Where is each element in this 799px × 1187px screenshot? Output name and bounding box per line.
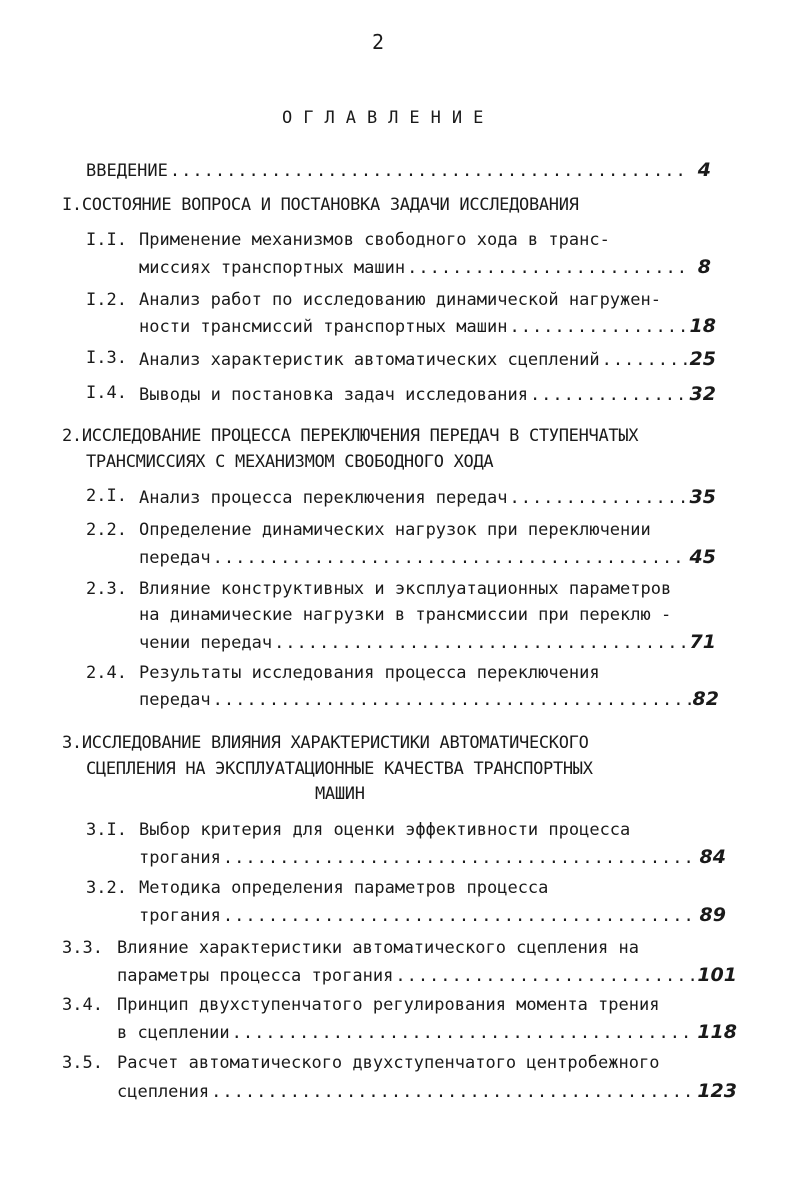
- toc-entry-intro[interactable]: [86, 159, 711, 181]
- entry-title: передач: [139, 690, 211, 710]
- chapter-3-heading-line3[interactable]: МАШИН: [315, 784, 365, 804]
- entry-page: 32: [689, 383, 716, 405]
- entry-page: 25: [689, 348, 716, 370]
- leader-dots: [509, 317, 687, 337]
- entry-title: чении передач: [139, 633, 273, 653]
- leader-dots: [530, 385, 688, 405]
- toc-entry-1-1[interactable]: [139, 256, 711, 278]
- toc-entry-1-2-line1[interactable]: Анализ работ по исследованию динамической нагружен-: [139, 290, 661, 310]
- section-number: 3.2.: [86, 878, 127, 898]
- toc-entry-3-3-line1[interactable]: Влияние характеристики автоматического сцепления на: [117, 938, 639, 958]
- toc-title: ОГЛАВЛЕНИЕ: [282, 108, 495, 128]
- entry-page: 101: [697, 964, 737, 986]
- chapter-2-heading-line1[interactable]: 2.ИССЛЕДОВАНИЕ ПРОЦЕССА ПЕРЕКЛЮЧЕНИЯ ПЕРЕДАЧ В СТУПЕНЧАТЫХ: [62, 426, 639, 446]
- entry-title: трогания: [139, 848, 221, 868]
- section-number: 3.I.: [86, 820, 127, 840]
- section-number: 2.4.: [86, 663, 127, 683]
- entry-page: 8: [697, 256, 711, 278]
- entry-title: Анализ процесса переключения передач: [139, 488, 508, 508]
- leader-dots: [407, 258, 689, 278]
- chapter-1-heading[interactable]: I.СОСТОЯНИЕ ВОПРОСА И ПОСТАНОВКА ЗАДАЧИ ИССЛЕДОВАНИЯ: [62, 195, 579, 215]
- entry-title: в сцеплении: [117, 1023, 230, 1043]
- toc-entry-1-2[interactable]: [139, 315, 716, 337]
- toc-entry-2-2-line1[interactable]: Определение динамических нагрузок при переключении: [139, 520, 651, 540]
- leader-dots: [213, 690, 691, 710]
- entry-title: сцепления: [117, 1082, 210, 1102]
- leader-dots: [211, 1082, 695, 1102]
- entry-page: 18: [689, 315, 716, 337]
- section-number: I.2.: [86, 290, 127, 310]
- entry-page: 35: [689, 486, 716, 508]
- section-number: 3.5.: [62, 1053, 103, 1073]
- toc-entry-3-4[interactable]: [117, 1021, 737, 1043]
- leader-dots: [223, 848, 698, 868]
- toc-entry-2-1[interactable]: [139, 486, 716, 508]
- entry-title: трогания: [139, 906, 221, 926]
- leader-dots: [602, 350, 688, 370]
- entry-title: параметры процесса трогания: [117, 966, 394, 986]
- section-number: 2.I.: [86, 486, 127, 506]
- leader-dots: [274, 633, 687, 653]
- entry-page: 84: [699, 846, 726, 868]
- leader-dots: [170, 161, 689, 181]
- toc-entry-3-1-line1[interactable]: Выбор критерия для оценки эффективности процесса: [139, 820, 631, 840]
- section-number: I.I.: [86, 230, 127, 250]
- entry-page: 123: [697, 1080, 737, 1102]
- entry-page: 89: [699, 904, 726, 926]
- leader-dots: [509, 488, 687, 508]
- entry-title: Выводы и постановка задач исследования: [139, 385, 528, 405]
- toc-entry-3-1[interactable]: [139, 846, 726, 868]
- toc-entry-3-5-line1[interactable]: Расчет автоматического двухступенчатого центробежного: [117, 1053, 660, 1073]
- entry-title: передач: [139, 548, 211, 568]
- toc-entry-2-3-line1[interactable]: Влияние конструктивных и эксплуатационных параметров: [139, 579, 672, 599]
- toc-entry-3-5[interactable]: [117, 1080, 737, 1102]
- toc-entry-3-2[interactable]: [139, 904, 726, 926]
- entry-page: 45: [689, 546, 716, 568]
- toc-entry-2-3[interactable]: [139, 631, 716, 653]
- toc-entry-3-2-line1[interactable]: Методика определения параметров процесса: [139, 878, 549, 898]
- chapter-3-heading-line1[interactable]: 3.ИССЛЕДОВАНИЕ ВЛИЯНИЯ ХАРАКТЕРИСТИКИ АВТОМАТИЧЕСКОГО: [62, 733, 589, 753]
- toc-entry-2-4-line1[interactable]: Результаты исследования процесса переключения: [139, 663, 600, 683]
- chapter-3-heading-line2[interactable]: СЦЕПЛЕНИЯ НА ЭКСПЛУАТАЦИОННЫЕ КАЧЕСТВА ТРАНСПОРТНЫХ: [86, 759, 593, 779]
- section-number: I.4.: [86, 383, 127, 403]
- section-number: 3.4.: [62, 995, 103, 1015]
- leader-dots: [223, 906, 698, 926]
- entry-page: 82: [692, 688, 719, 710]
- toc-entry-3-4-line1[interactable]: Принцип двухступенчатого регулирования момента трения: [117, 995, 660, 1015]
- entry-page: 71: [689, 631, 716, 653]
- section-number: I.3.: [86, 348, 127, 368]
- chapter-2-heading-line2[interactable]: ТРАНСМИССИЯХ С МЕХАНИЗМОМ СВОБОДНОГО ХОДА: [86, 452, 494, 472]
- section-number: 2.2.: [86, 520, 127, 540]
- leader-dots: [395, 966, 695, 986]
- toc-entry-3-3[interactable]: [117, 964, 737, 986]
- toc-entry-2-2[interactable]: [139, 546, 716, 568]
- toc-entry-2-3-line2[interactable]: на динамические нагрузки в трансмиссии при переклю -: [139, 605, 672, 625]
- page-number: 2: [372, 30, 385, 54]
- leader-dots: [232, 1023, 696, 1043]
- toc-entry-1-3[interactable]: [139, 348, 716, 370]
- entry-page: 4: [697, 159, 711, 181]
- toc-entry-2-4[interactable]: [139, 688, 719, 710]
- section-number: 2.3.: [86, 579, 127, 599]
- entry-title: ВВЕДЕНИЕ: [86, 161, 168, 181]
- entry-title: ности трансмиссий транспортных машин: [139, 317, 508, 337]
- toc-entry-1-1-line1[interactable]: Применение механизмов свободного хода в транс-: [139, 230, 610, 250]
- entry-title: миссиях транспортных машин: [139, 258, 406, 278]
- toc-entry-1-4[interactable]: [139, 383, 716, 405]
- leader-dots: [213, 548, 688, 568]
- entry-title: Анализ характеристик автоматических сцеплений: [139, 350, 600, 370]
- section-number: 3.3.: [62, 938, 103, 958]
- entry-page: 118: [697, 1021, 737, 1043]
